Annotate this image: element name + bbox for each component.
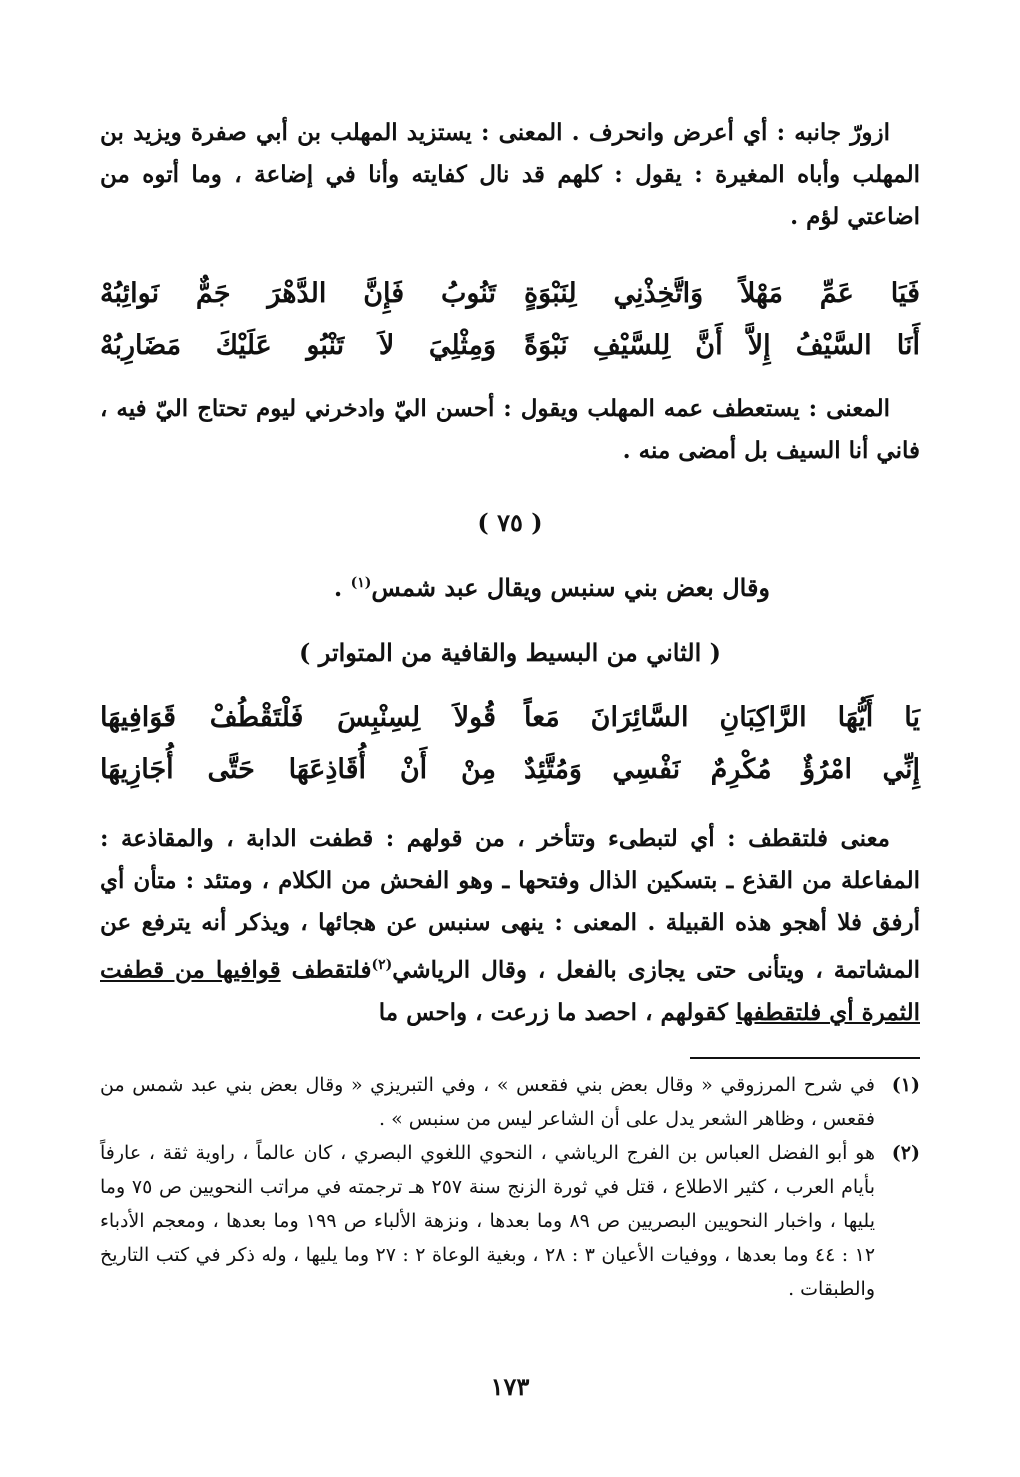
meter-heading: ( الثاني من البسيط والقافية من المتواتر ) [298, 638, 721, 667]
verse-second-hemistich: مِنْ أَنْ أُقَاذِعَهَا حَتَّى أُجَازِيهَا [100, 754, 496, 785]
verse-line [100, 320, 920, 372]
verse-line [100, 268, 920, 320]
commentary-text-end: كقولهم ، احصد ما زرعت ، واحس ما [378, 998, 736, 1026]
commentary-paragraph: ازورّ جانبه : أي أعرض وانحرف . المعنى : يستزيد المهلب بن أبي صفرة ويزيد بن المهلب وأباه المغيرة : يقول : كلهم قد نال كفايته وأنا في إضاعة ، وما أتوه من اضاعتي لؤم . [100, 119, 920, 230]
underlined-phrase: قوافيها من قطفت الثمرة أي فلتقطفها [100, 956, 920, 1026]
verse-line [100, 744, 920, 796]
footnote-item [100, 1068, 920, 1136]
footnote-ref[interactable]: (٢) [371, 957, 393, 973]
footnotes [100, 1068, 920, 1306]
commentary-text [100, 818, 920, 1034]
verse-first-hemistich: فَيَا عَمِّ مَهْلاً وَاتَّخِذْنِي لِنَبْوَةٍ [524, 278, 920, 309]
verse-block-1 [100, 268, 920, 372]
meaning-text: المعنى : يستعطف عمه المهلب ويقول : أحسن اليّ وادخرني ليوم تحتاج اليّ فيه ، فاني أنا السيف بل أمضى منه . [100, 395, 920, 464]
verse-block-2 [100, 692, 920, 796]
introduction-text: وقال بعض بني سنبس ويقال عبد شمس [371, 573, 770, 602]
footnote-text: في شرح المرزوقي « وقال بعض بني فقعس » ، وفي التبريزي « وقال بعض بني عبد شمس من فقعس ، وظاهر الشعر يدل على أن الشاعر ليس من سنبس » . [100, 1074, 875, 1130]
commentary-paragraph-2 [100, 818, 920, 1034]
footnote-text: هو أبو الفضل العباس بن الفرج الرياشي ، النحوي اللغوي البصري ، كان عالماً ، راوية ثقة ، عارفاً بأيام العرب ، كثير الاطلاع ، قتل في ثورة الزنج سنة ٢٥٧ هـ ترجمته في مراتب النحويين ص ٧٥ وما يليها ، واخبار النحويين البصريين ص ٨٩ وما بعدها ، ونزهة الألباء ص ١٩٩ وما بعدها ، ومعجم الأدباء ١٢ : ٤٤ وما بعدها ، ووفيات الأعيان ٣ : ٢٨ ، وبغية الوعاة ٢ : ٢٧ وما يليها ، وله ذكر في كتب التاريخ والطبقات . [100, 1142, 876, 1300]
page-number: ١٧٣ [490, 1372, 530, 1401]
meaning-paragraph-1 [100, 388, 920, 472]
verse-line [100, 692, 920, 744]
verse-second-hemistich: قُولاَ لِسِنْبِسَ فَلْتَقْطُفْ قَوَافِيهَا [100, 702, 496, 733]
verse-first-hemistich: أَنَا السَّيْفُ إِلاَّ أَنَّ لِلسَّيْفِ نَبْوَةً [524, 330, 920, 361]
footnote-marker: (٢) [891, 1142, 920, 1164]
verse-second-hemistich: وَمِثْلِيَ لاَ تَنْبُو عَلَيْكَ مَضَارِبُهْ [100, 330, 496, 361]
verse-second-hemistich: تَنُوبُ فَإِنَّ الدَّهْرَ جَمٌّ نَوائِبُهْ [100, 278, 496, 309]
poem-number: ( ٧٥ ) [477, 508, 543, 537]
footnote-item [100, 1136, 920, 1306]
introduction-end: . [333, 573, 351, 602]
footnote-divider [690, 1057, 920, 1059]
top-commentary [100, 112, 920, 238]
verse-first-hemistich: إِنِّي امْرُؤٌ مُكْرِمٌ نَفْسِي وَمُتَّئِدٌ [524, 754, 920, 785]
commentary-text-before: معنى فلتقطف : أي لتبطىء وتتأخر ، من قولهم : قطفت الدابة ، والمقاذعة : المفاعلة من القذع ـ بتسكين الذال وفتحها ـ وهو الفحش من الكلام ، ومتئد : متأن أي أرفق فلا أهجو هذه القبيلة . المعنى : ينهى سنبس عن هجائها ، ويذكر أنه يترفع عن المشاتمة ، ويتأنى حتى يجازى بالفعل ، وقال الرياشي [100, 825, 920, 984]
commentary-text-after: فلتقطف [280, 956, 372, 984]
footnote-ref[interactable]: (١) [350, 575, 372, 591]
verse-first-hemistich: يَا أَيُّهَا الرَّاكِبَانِ السَّائِرَانَ مَعاً [524, 702, 920, 733]
poem-introduction [100, 573, 920, 602]
footnote-marker: (١) [891, 1074, 920, 1096]
